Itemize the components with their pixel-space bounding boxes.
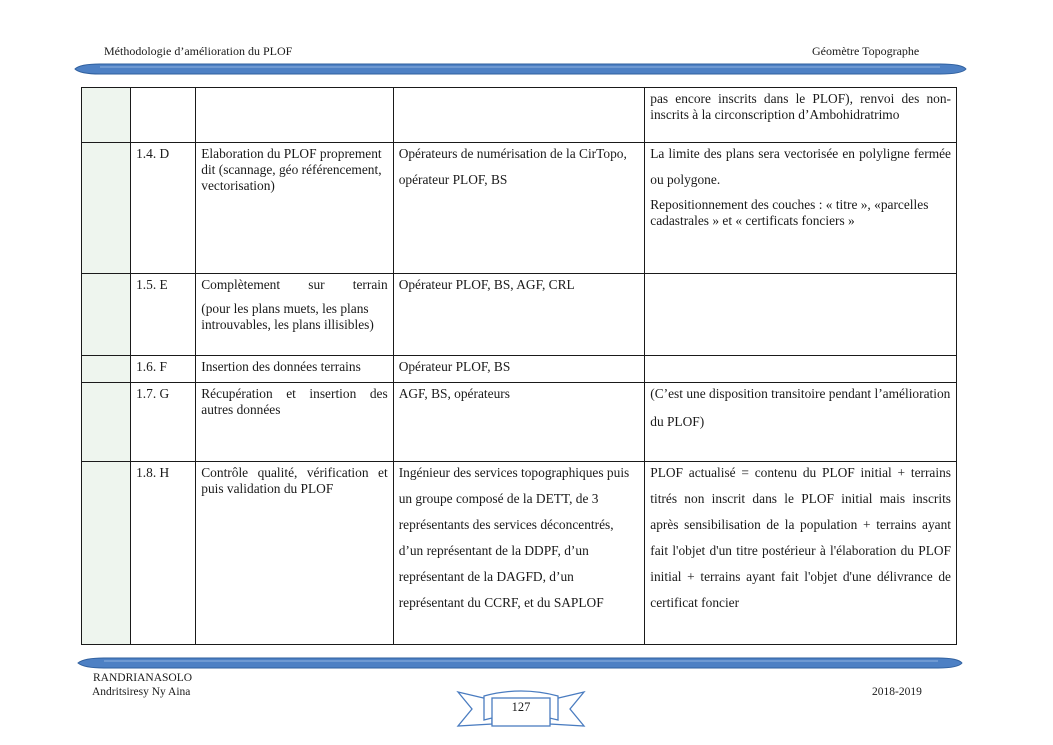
row-actors-text: Opérateurs de numérisation de la CirTopo, opérateur PLOF, BS [398, 146, 627, 187]
row-number: 1.6. F [131, 356, 196, 383]
row-actors [393, 88, 645, 143]
remark-text: (C’est une disposition transitoire pendant l’amélioration du PLOF) [650, 386, 951, 429]
row-remarks [645, 383, 957, 462]
footer-rule [0, 656, 1053, 670]
row-number [131, 88, 196, 143]
table-row [82, 274, 957, 356]
author-surname: RANDRIANASOLO [93, 672, 193, 684]
table-cell [82, 274, 131, 356]
row-actors: AGF, BS, opérateurs [393, 383, 645, 462]
header-rule [0, 62, 1053, 76]
row-number: 1.5. E [131, 274, 196, 356]
table-row [82, 383, 957, 462]
table-row [82, 462, 957, 645]
procedure-table [81, 87, 957, 645]
page-number: 127 [511, 700, 531, 714]
table-cell [82, 383, 131, 462]
step-detail: (pour les plans muets, les plans introuvables, les plans illisibles) [201, 301, 374, 332]
academic-year: 2018-2019 [872, 686, 922, 698]
table-cell [82, 143, 131, 274]
table-cell [82, 88, 131, 143]
row-actors: Opérateur PLOF, BS [393, 356, 645, 383]
row-actors: Opérateur PLOF, BS, AGF, CRL [393, 274, 645, 356]
running-header-subtitle: Géomètre Topographe [812, 44, 920, 58]
table-row [82, 356, 957, 383]
remark-text: La limite des plans sera vectorisée en polyligne fermée ou polygone. [650, 146, 951, 187]
row-number: 1.7. G [131, 383, 196, 462]
row-remarks [645, 143, 957, 274]
row-remarks [645, 274, 957, 356]
row-remarks [645, 462, 957, 645]
row-actors [393, 143, 645, 274]
remark-text: Repositionnement des couches : « titre », «parcelles cadastrales » et « certificats fonciers » [650, 197, 929, 228]
row-step [196, 274, 393, 356]
table-row [82, 88, 957, 143]
author-given-name: Andritsiresy Ny Aina [92, 686, 191, 698]
row-step: Elaboration du PLOF proprement dit (scannage, géo référencement, vectorisation) [196, 143, 393, 274]
row-number: 1.8. H [131, 462, 196, 645]
row-remarks: pas encore inscrits dans le PLOF), renvoi des non-inscrits à la circonscription d’Ambohidratrimo [645, 88, 957, 143]
row-actors [393, 462, 645, 645]
step-label: Complètement sur terrain [201, 277, 388, 292]
table-cell [82, 356, 131, 383]
remark-text: PLOF actualisé = contenu du PLOF initial + terrains titrés non inscrit dans le PLOF initial mais inscrits après sensibilisation de la population + terrains ayant fait l'objet d'un titre postérieur à l'élaboration du PLOF initial + terrains ayant fait l'objet d'une délivrance de certificat foncier [650, 465, 951, 610]
row-step: Insertion des données terrains [196, 356, 393, 383]
row-actors-text: Ingénieur des services topographiques puis un groupe composé de la DETT, de 3 représentants des services déconcentrés, d’un représentant de la DDPF, d’un représentant de la DAGFD, d’un représentant du CCRF, et du SAPLOF [398, 465, 630, 610]
table-cell [82, 462, 131, 645]
row-step: Contrôle qualité, vérification et puis validation du PLOF [196, 462, 393, 645]
row-remarks [645, 356, 957, 383]
row-step [196, 88, 393, 143]
row-step: Récupération et insertion des autres données [196, 383, 393, 462]
table-row [82, 143, 957, 274]
running-header-title: Méthodologie d’amélioration du PLOF [104, 44, 293, 58]
row-number: 1.4. D [131, 143, 196, 274]
